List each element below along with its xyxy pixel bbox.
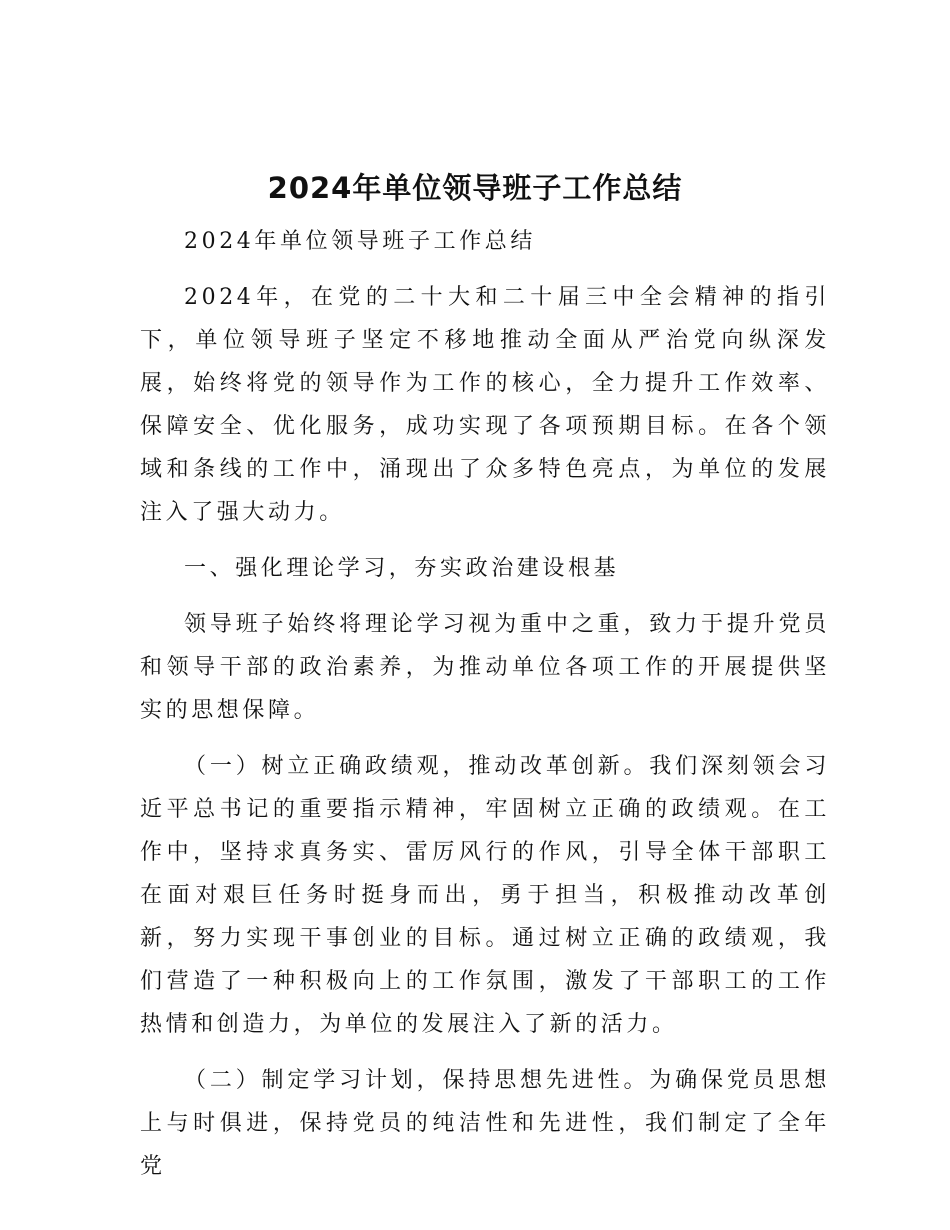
section-heading-1: 一、强化理论学习，夯实政治建设根基 bbox=[184, 556, 620, 581]
section-1-paragraph: 领导班子始终将理论学习视为重中之重，致力于提升党员和领导干部的政治素养，为推动单位各项工作的开展提供坚实的思想保障。 bbox=[140, 612, 830, 723]
subsection-1-paragraph: （一）树立正确政绩观，推动改革创新。我们深刻领会习近平总书记的重要指示精神，牢固树立正确的政绩观。在工作中，坚持求真务实、雷厉风行的作风，引导全体干部职工在面对艰巨任务时挺身而出，勇于担当，积极推动改革创新，努力实现干事创业的目标。通过树立正确的政绩观，我们营造了一种积极向上的工作氛围，激发了干部职工的工作热情和创造力，为单位的发展注入了新的活力。 bbox=[140, 754, 830, 1037]
subsection-2-paragraph: （二）制定学习计划，保持思想先进性。为确保党员思想上与时俱进，保持党员的纯洁性和先进性，我们制定了全年党 bbox=[140, 1068, 830, 1179]
subtitle-paragraph: 2024年单位领导班子工作总结 bbox=[184, 229, 536, 254]
document-title: 2024年单位领导班子工作总结 bbox=[267, 171, 683, 205]
intro-paragraph: 2024年，在党的二十大和二十届三中全会精神的指引下，单位领导班子坚定不移地推动全面从严治党向纵深发展，始终将党的领导作为工作的核心，全力提升工作效率、保障安全、优化服务，成功实现了各项预期目标。在各个领域和条线的工作中，涌现出了众多特色亮点，为单位的发展注入了强大动力。 bbox=[140, 285, 830, 525]
document-body bbox=[140, 220, 830, 1201]
